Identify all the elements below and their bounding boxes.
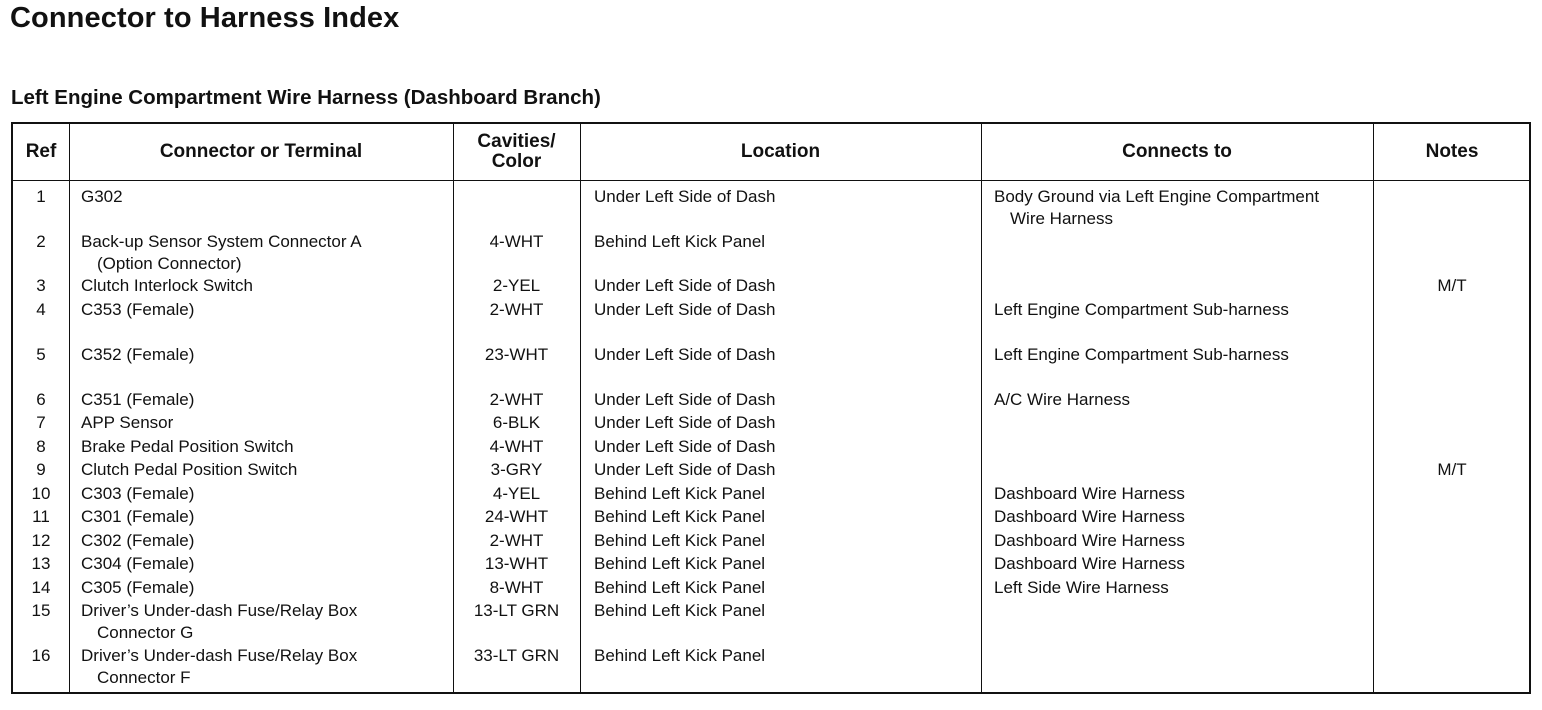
cell-connects-to-text: Left Engine Compartment Sub-harness (994, 345, 1289, 364)
cell-connector (81, 600, 357, 643)
cell-location-text: Under Left Side of Dash (594, 413, 776, 432)
cell-connects-to (994, 530, 1185, 552)
cell-ref (13, 344, 69, 366)
cell-connector-text: Clutch Pedal Position Switch (81, 460, 298, 479)
cell-connects-to (994, 506, 1185, 528)
cell-ref-text: 10 (31, 484, 51, 503)
cell-location (594, 186, 775, 208)
cell-connector-line2: Connector F (97, 667, 191, 687)
cell-cavities-text: 2-WHT (489, 300, 544, 319)
cell-connector (81, 553, 194, 575)
cell-location (594, 577, 765, 599)
cell-ref-text: 14 (31, 578, 51, 597)
cell-ref-text: 12 (31, 531, 51, 550)
cell-connector (81, 412, 173, 434)
cell-connector (81, 645, 357, 688)
cell-cavities (453, 412, 580, 434)
cell-cavities-text: 6-BLK (492, 413, 541, 432)
cell-ref-text: 3 (36, 276, 46, 295)
cell-ref (13, 459, 69, 481)
cell-connector-text: C351 (Female) (81, 390, 195, 409)
cell-ref-text: 9 (36, 460, 46, 479)
cell-ref-text: 13 (31, 554, 51, 573)
cell-connects-to (994, 299, 1289, 321)
header-cavities-line1: Cavities/ (477, 131, 556, 152)
cell-connector-text: Driver’s Under-dash Fuse/Relay Box (81, 601, 358, 620)
cell-connects-to (994, 553, 1185, 575)
cell-connects-to (994, 186, 1319, 229)
cell-cavities-text: 2-WHT (489, 531, 544, 550)
header-ref: Ref (25, 141, 57, 162)
cell-location (594, 600, 765, 622)
cell-location-text: Behind Left Kick Panel (594, 646, 766, 665)
cell-cavities-text: 4-YEL (492, 484, 541, 503)
cell-location (594, 459, 775, 481)
cell-connector-text: Clutch Interlock Switch (81, 276, 253, 295)
cell-ref (13, 275, 69, 297)
cell-cavities-text: 33-LT GRN (473, 646, 560, 665)
cell-ref (13, 553, 69, 575)
cell-notes-text: M/T (1437, 460, 1467, 479)
cell-location (594, 506, 765, 528)
cell-ref-text: 15 (31, 601, 51, 620)
header-divider (13, 180, 1529, 181)
cell-cavities-text: 13-WHT (484, 554, 549, 573)
cell-cavities-text: 23-WHT (484, 345, 549, 364)
cell-ref (13, 530, 69, 552)
cell-cavities (453, 344, 580, 366)
cell-connector-text: C302 (Female) (81, 531, 195, 550)
cell-connector-text: C305 (Female) (81, 578, 195, 597)
cell-connector (81, 231, 362, 274)
cell-location-text: Under Left Side of Dash (594, 300, 776, 319)
cell-connector-text: C353 (Female) (81, 300, 195, 319)
header-location: Location (740, 141, 821, 162)
cell-connects-to-text: Dashboard Wire Harness (994, 531, 1185, 550)
header-cavities (453, 124, 580, 180)
cell-cavities-text: 13-LT GRN (473, 601, 560, 620)
cell-ref-text: 16 (31, 646, 51, 665)
column-divider (580, 124, 581, 692)
cell-ref (13, 645, 69, 667)
cell-ref (13, 436, 69, 458)
cell-ref (13, 389, 69, 411)
cell-cavities-text: 3-GRY (490, 460, 543, 479)
cell-ref-text: 5 (36, 345, 46, 364)
cell-connects-to (994, 577, 1169, 599)
cell-connects-to (994, 389, 1130, 411)
cell-cavities (453, 577, 580, 599)
column-divider (981, 124, 982, 692)
cell-ref (13, 412, 69, 434)
cell-connector (81, 299, 194, 321)
cell-connector (81, 459, 297, 481)
cell-cavities-text: 24-WHT (484, 507, 549, 526)
cell-location (594, 412, 775, 434)
cell-location-text: Behind Left Kick Panel (594, 484, 766, 503)
cell-connects-to-line2: Wire Harness (1010, 208, 1113, 228)
column-divider (1373, 124, 1374, 692)
cell-ref (13, 506, 69, 528)
cell-connector (81, 530, 194, 552)
cell-cavities (453, 389, 580, 411)
cell-connector (81, 389, 194, 411)
harness-index-table (11, 122, 1531, 694)
cell-cavities (453, 600, 580, 622)
cell-location (594, 530, 765, 552)
cell-connector-text: APP Sensor (81, 413, 174, 432)
column-divider (69, 124, 70, 692)
header-connects-to: Connects to (1122, 141, 1232, 162)
cell-connects-to-text: A/C Wire Harness (994, 390, 1131, 409)
cell-location-text: Under Left Side of Dash (594, 437, 776, 456)
cell-ref-text: 6 (36, 390, 46, 409)
cell-location (594, 645, 765, 667)
cell-notes-text: M/T (1437, 276, 1467, 295)
cell-cavities (453, 459, 580, 481)
cell-location (594, 553, 765, 575)
cell-connector (81, 483, 194, 505)
cell-cavities (453, 436, 580, 458)
cell-connects-to-text: Dashboard Wire Harness (994, 554, 1185, 573)
cell-connector-text: C352 (Female) (81, 345, 195, 364)
cell-connects-to-text: Left Side Wire Harness (994, 578, 1169, 597)
cell-cavities-text: 4-WHT (489, 437, 544, 456)
cell-connector-text: C301 (Female) (81, 507, 195, 526)
cell-ref (13, 483, 69, 505)
cell-location-text: Behind Left Kick Panel (594, 232, 766, 251)
cell-connector-line2: Connector G (97, 622, 194, 642)
cell-ref-text: 1 (36, 187, 46, 206)
cell-connects-to-text: Body Ground via Left Engine Compartment (994, 187, 1320, 206)
header-cavities-line2: Color (491, 151, 542, 172)
cell-cavities (453, 553, 580, 575)
cell-location (594, 275, 775, 297)
cell-connector-text: Driver’s Under-dash Fuse/Relay Box (81, 646, 358, 665)
cell-cavities (453, 275, 580, 297)
cell-cavities (453, 231, 580, 253)
cell-cavities (453, 645, 580, 667)
cell-connector-text: C303 (Female) (81, 484, 195, 503)
cell-connects-to (994, 483, 1185, 505)
cell-connector-line2: (Option Connector) (97, 253, 242, 273)
cell-ref (13, 231, 69, 253)
cell-location-text: Behind Left Kick Panel (594, 578, 766, 597)
header-notes: Notes (1425, 141, 1479, 162)
cell-connector-text: Brake Pedal Position Switch (81, 437, 294, 456)
cell-ref (13, 577, 69, 599)
cell-location-text: Behind Left Kick Panel (594, 507, 766, 526)
cell-ref (13, 600, 69, 622)
cell-location-text: Behind Left Kick Panel (594, 554, 766, 573)
cell-connector (81, 577, 194, 599)
cell-connector (81, 344, 194, 366)
cell-location (594, 231, 765, 253)
cell-cavities (453, 530, 580, 552)
cell-location-text: Under Left Side of Dash (594, 390, 776, 409)
cell-connector-text: Back-up Sensor System Connector A (81, 232, 362, 251)
page-title: Connector to Harness Index (10, 2, 400, 34)
cell-cavities-text: 4-WHT (489, 232, 544, 251)
cell-ref-text: 4 (36, 300, 46, 319)
cell-cavities-text: 2-WHT (489, 390, 544, 409)
cell-connects-to (994, 344, 1289, 366)
cell-cavities-text: 8-WHT (489, 578, 544, 597)
cell-ref-text: 7 (36, 413, 46, 432)
header-connector: Connector or Terminal (159, 141, 363, 162)
cell-location-text: Behind Left Kick Panel (594, 601, 766, 620)
cell-ref-text: 2 (36, 232, 46, 251)
cell-notes (1373, 459, 1531, 481)
cell-connector (81, 275, 253, 297)
cell-location-text: Under Left Side of Dash (594, 345, 776, 364)
cell-location (594, 436, 775, 458)
cell-ref (13, 299, 69, 321)
cell-location (594, 299, 775, 321)
cell-ref-text: 11 (32, 507, 50, 526)
section-title: Left Engine Compartment Wire Harness (Dashboard Branch) (11, 86, 601, 109)
cell-ref-text: 8 (36, 437, 46, 456)
cell-notes (1373, 275, 1531, 297)
cell-location-text: Behind Left Kick Panel (594, 531, 766, 550)
cell-cavities (453, 299, 580, 321)
cell-cavities-text: 2-YEL (492, 276, 541, 295)
cell-connects-to-text: Dashboard Wire Harness (994, 484, 1185, 503)
cell-location (594, 389, 775, 411)
cell-connector (81, 506, 194, 528)
cell-connects-to-text: Dashboard Wire Harness (994, 507, 1185, 526)
cell-location-text: Under Left Side of Dash (594, 276, 776, 295)
cell-location (594, 483, 765, 505)
cell-location-text: Under Left Side of Dash (594, 460, 776, 479)
cell-connector-text: C304 (Female) (81, 554, 195, 573)
cell-connector (81, 436, 294, 458)
cell-ref (13, 186, 69, 208)
cell-cavities (453, 483, 580, 505)
cell-connector (81, 186, 123, 208)
cell-connector-text: G302 (81, 187, 123, 206)
cell-cavities (453, 506, 580, 528)
cell-location-text: Under Left Side of Dash (594, 187, 776, 206)
cell-connects-to-text: Left Engine Compartment Sub-harness (994, 300, 1289, 319)
cell-location (594, 344, 775, 366)
